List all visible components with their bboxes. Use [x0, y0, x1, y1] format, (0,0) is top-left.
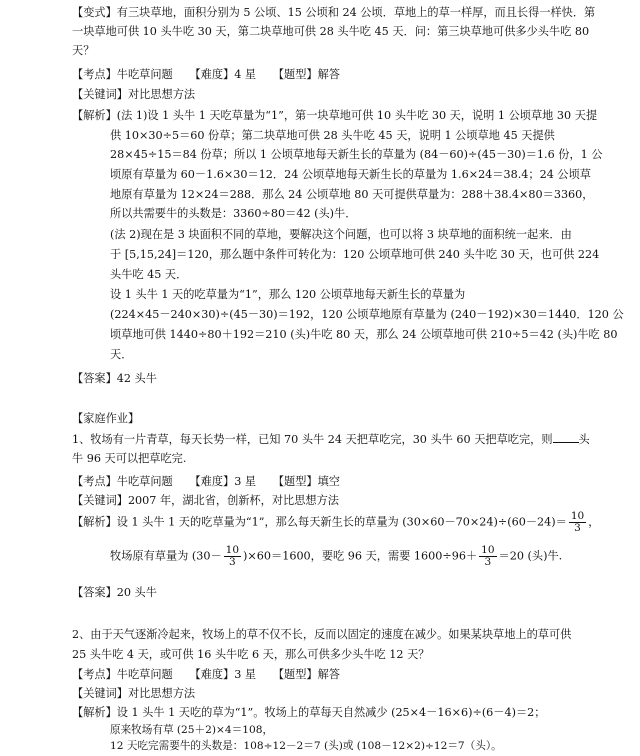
variant-method2-line-7: 天．	[110, 348, 133, 361]
homework-q2-analysis-line-1: 【解析】设 1 头牛 1 天吃的草为“1”。牧场上的草每天自然减少 (25×4－16×6)÷(6－4)＝2；	[72, 706, 546, 719]
homework-q1-analysis-line-2: 牧场原有草量为 (30－ $\frac{10}{3}$ )×60＝1600，要吃 96 天，需要 1600÷96＋ $\frac{10}{3}$ ＝20 (头)牛.	[110, 544, 563, 568]
variant-method2-line-5: (224×45－240×30)÷(45－30)＝192，120 公顷草地原有草量为 (240－192)×30＝1440．120 公	[110, 308, 624, 321]
homework-q2-keyword: 【关键词】对比思想方法	[72, 687, 196, 700]
homework-title: 【家庭作业】	[72, 412, 140, 425]
variant-method2-line-3: 头牛吃 45 天．	[110, 268, 188, 281]
variant-keyword-line: 【关键词】对比思想方法	[72, 88, 196, 101]
homework-q1-analysis-line-1: 【解析】设 1 头牛 1 天的吃草量为“1”，那么每天新生长的草量为 (30×60－70×24)÷(60－24)＝ $\frac{10}{3}$ ，	[72, 510, 600, 534]
variant-method2-line-4: 设 1 头牛 1 天的吃草量为“1”，那么 120 公顷草地每天新生长的草量为	[110, 288, 466, 301]
homework-q2-topic: 【考点】牛吃草问题 【难度】3 星 【题型】解答	[72, 668, 340, 681]
homework-q2-analysis-line-2: 原来牧场有草 (25＋2)×4＝108，	[110, 724, 274, 736]
variant-method2-line-2: 于 [5,15,24]＝120，那么题中条件可转化为：120 公顷草地可供 240 头牛吃 30 天，也可供 224	[110, 248, 600, 261]
variant-analysis-line-2: 供 10×30÷5＝60 份草；第二块草地可供 28 头牛吃 45 天，说明 1 公顷草地 45 天提供	[110, 129, 555, 142]
homework-q1-keyword: 【关键词】2007 年，湖北省，创新杯，对比思想方法	[72, 494, 339, 507]
answer-blank	[553, 430, 579, 443]
homework-q2-line-1: 2、由于天气逐渐冷起来，牧场上的草不仅不长，反而以固定的速度在减少。如果某块草地上的草可供	[72, 628, 572, 641]
variant-analysis-line-1: 【解析】(法 1)设 1 头牛 1 天吃草量为“1”，第一块草地可供 10 头牛吃 30 天，说明 1 公顷草地 30 天提	[72, 109, 598, 122]
homework-q2-analysis-line-3: 12 天吃完需要牛的头数是：108÷12－2＝7 (头)或 (108－12×2)÷12＝7（头）。	[110, 740, 502, 752]
variant-analysis-line-4: 顷原有草量为 60－1.6×30＝12．24 公顷草地每天新生长的草量为 1.6×24＝38.4；24 公顷草	[110, 168, 591, 181]
fraction-ten-thirds: $\frac{10}{3}$	[225, 544, 240, 568]
fraction-ten-thirds: $\frac{10}{3}$	[481, 544, 495, 568]
variant-topic-line: 【考点】牛吃草问题 【难度】4 星 【题型】解答	[72, 68, 340, 81]
variant-analysis-line-3: 28×45÷15＝84 份草；所以 1 公顷草地每天新生长的草量为 (84－60)÷(45－30)＝1.6 份，1 公	[110, 148, 603, 161]
variant-answer: 【答案】42 头牛	[72, 372, 157, 385]
homework-q1-line-1: 1、牧场有一片青草，每天长势一样，已知 70 头牛 24 天把草吃完，30 头牛 60 天把草吃完，则 头	[72, 430, 590, 450]
homework-q1-topic: 【考点】牛吃草问题 【难度】3 星 【题型】填空	[72, 475, 340, 488]
variant-method2-line-6: 顷草地可供 1440÷80＋192＝210 (头)牛吃 80 天，那么 24 公顷草地可供 210÷5＝42 (头)牛吃 80	[110, 328, 618, 341]
fraction-ten-thirds: $\frac{10}{3}$	[570, 510, 585, 534]
variant-method2-line-1: (法 2)现在是 3 块面积不同的草地，要解决这个问题，也可以将 3 块草地的面积统一起来．由	[110, 228, 572, 241]
homework-q1-line-2: 牛 96 天可以把草吃完.	[72, 452, 187, 465]
variant-analysis-line-6: 所以共需要牛的头数是：3360÷80＝42 (头)牛．	[110, 207, 357, 220]
variant-question-line-2: 一块草地可供 10 头牛吃 30 天，第二块草地可供 28 头牛吃 45 天．问：第三块草地可供多少头牛吃 80	[72, 25, 590, 38]
variant-question-line-3: 天？	[72, 44, 95, 57]
variant-question-line-1: 【变式】有三块草地，面积分别为 5 公顷、15 公顷和 24 公顷．草地上的草一样厚，而且长得一样快．第	[72, 6, 596, 19]
variant-analysis-line-5: 地原有草量为 12×24＝288．那么 24 公顷草地 80 天可提供草量为：288＋38.4×80＝3360，	[110, 188, 594, 201]
homework-q1-answer: 【答案】20 头牛	[72, 586, 157, 599]
homework-q2-line-2: 25 头牛吃 4 天，或可供 16 头牛吃 6 天，那么可供多少头牛吃 12 天？	[72, 648, 430, 661]
